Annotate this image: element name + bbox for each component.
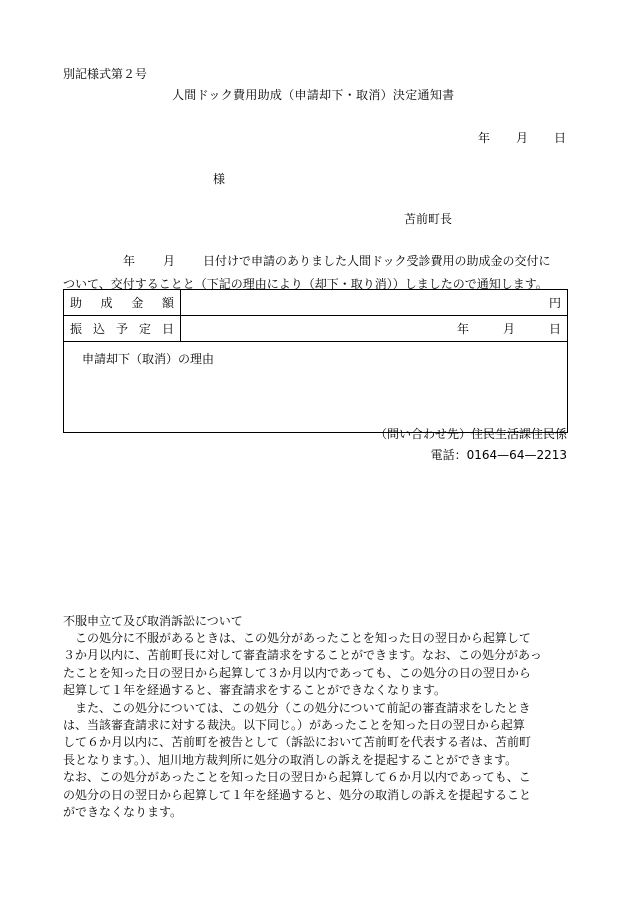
appeal-paragraph bbox=[63, 630, 573, 821]
appeal-heading: 不服申立て及び取消訴訟について bbox=[63, 614, 243, 628]
intro-text-2: ついて、交付することと（下記の理由により（却下・取り消））しましたので通知します。 bbox=[63, 277, 548, 291]
inquiry-contact: （問い合わせ先）住民生活課住民係 bbox=[374, 427, 567, 441]
addressee-suffix: 様 bbox=[213, 172, 226, 186]
appeal-line: この処分に不服があるときは、この処分があったことを知った日の翌日から起算して bbox=[63, 631, 531, 645]
date-day: 日 bbox=[553, 131, 566, 145]
appeal-line: また、この処分については、この処分（この処分について前記の審査請求をしたとき bbox=[63, 700, 531, 715]
appeal-line: ３か月以内に、苫前町長に対して審査請求をすることができます。なお、この処分があっ bbox=[63, 648, 542, 663]
transfer-year: 年 bbox=[456, 322, 469, 336]
appeal-line: たことを知った日の翌日から起算して３か月以内であっても、この処分の日の翌日から bbox=[63, 665, 531, 680]
amount-value-cell[interactable] bbox=[181, 290, 568, 316]
amount-row bbox=[64, 290, 568, 316]
transfer-label bbox=[64, 316, 181, 342]
intro-year: 年 bbox=[123, 254, 136, 268]
reason-row bbox=[64, 342, 568, 433]
amount-label-char: 助 bbox=[70, 296, 83, 310]
date-year: 年 bbox=[478, 131, 491, 145]
transfer-label-char: 振 bbox=[70, 322, 83, 336]
transfer-month: 月 bbox=[502, 322, 515, 336]
reason-label: 申請却下（取消）の理由 bbox=[82, 352, 215, 366]
appeal-line: なお、この処分があったことを知った日の翌日から起算して６か月以内であっても、こ bbox=[63, 770, 531, 785]
appeal-line: 長となります。）、旭川地方裁判所に処分の取消しの訴えを提起することができます。 bbox=[63, 752, 518, 767]
appeal-line: は、当該審査請求に対する裁決。以下同じ。）があったことを知った日の翌日から起算 bbox=[63, 718, 525, 733]
appeal-line: 起算して１年を経過すると、審査請求をすることができなくなります。 bbox=[63, 683, 447, 698]
transfer-day: 日 bbox=[548, 322, 561, 336]
amount-label bbox=[64, 290, 181, 316]
transfer-row bbox=[64, 316, 568, 342]
transfer-label-char: 定 bbox=[138, 322, 151, 336]
amount-label-char: 成 bbox=[100, 296, 113, 310]
appeal-line: の処分の日の翌日から起算して１年を経過すると、処分の取消しの訴えを提起すること bbox=[63, 787, 532, 802]
appeal-line: ができなくなります。 bbox=[63, 805, 183, 820]
appeal-line: して６か月以内に、苫前町を被告として（訴訟において苫前町を代表する者は、苫前町 bbox=[63, 735, 532, 750]
amount-unit: 円 bbox=[548, 296, 561, 310]
issuer: 苫前町長 bbox=[404, 212, 453, 226]
info-table bbox=[63, 289, 568, 433]
phone-number: 電話：0164—64—2213 bbox=[430, 448, 567, 462]
amount-label-char: 金 bbox=[131, 296, 144, 310]
transfer-date-cell[interactable] bbox=[181, 316, 568, 342]
transfer-label-char: 込 bbox=[92, 322, 105, 336]
transfer-label-char: 予 bbox=[115, 322, 128, 336]
form-label: 別記様式第２号 bbox=[63, 67, 148, 81]
transfer-label-char: 日 bbox=[161, 322, 174, 336]
amount-label-char: 額 bbox=[161, 296, 174, 310]
reason-cell[interactable] bbox=[64, 342, 568, 433]
issue-date bbox=[478, 129, 566, 146]
intro-text-1: 日付けで申請のありました人間ドック受診費用の助成金の交付に bbox=[203, 254, 551, 268]
date-month: 月 bbox=[515, 131, 528, 145]
document-title: 人間ドック費用助成（申請却下・取消）決定通知書 bbox=[172, 88, 455, 102]
intro-month: 月 bbox=[163, 254, 176, 268]
